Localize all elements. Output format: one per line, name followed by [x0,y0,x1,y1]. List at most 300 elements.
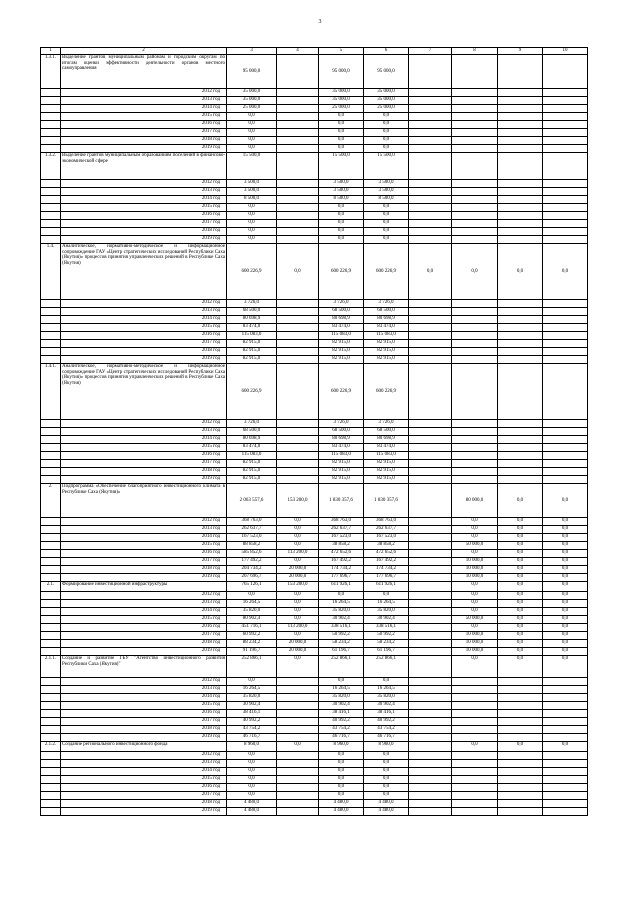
item-row [41,364,588,420]
value-cell [543,89,588,97]
value-cell [409,574,452,582]
value-cell [543,188,588,196]
value-cell: 15 500,0 [227,153,277,180]
value-cell [277,220,319,228]
year-row [41,792,588,800]
value-cell [543,702,588,710]
value-cell: 0,0 [364,792,409,800]
value-cell [409,616,452,624]
value-cell: 0,0 [277,526,319,534]
value-cell: 0,0 [364,592,409,600]
item-number: 2.1.1. [41,656,61,678]
header-cell: 4 [277,48,319,55]
value-cell [543,212,588,220]
value-cell [452,444,498,452]
year-row [41,632,588,640]
empty-cell [41,558,61,566]
value-cell [498,792,543,800]
value-cell: 0,0 [227,784,277,792]
value-cell: 0,0 [227,760,277,768]
value-cell [498,800,543,808]
value-cell: 35 000,0 [319,89,364,97]
value-cell: 153 200,0 [277,582,319,592]
value-cell: 38 858,2 [364,542,409,550]
value-cell: 25 000,0 [319,105,364,113]
value-cell: 61 196,7 [364,648,409,656]
value-cell: 3 500,0 [319,180,364,188]
year-label: 2017 год [61,340,227,348]
value-cell: 82 915,0 [364,356,409,364]
value-cell: 585 852,6 [227,550,277,558]
year-label: 2012 год [61,518,227,526]
value-cell [543,316,588,324]
value-cell: 115 083,0 [364,332,409,340]
value-cell: 30 902,4 [364,702,409,710]
value-cell [543,300,588,308]
value-cell: 167 523,0 [227,534,277,542]
empty-cell [41,316,61,324]
value-cell [277,105,319,113]
value-cell [543,444,588,452]
value-cell [498,332,543,340]
empty-cell [41,348,61,356]
item-row [41,153,588,180]
value-cell: 68 500,0 [364,428,409,436]
empty-cell [41,592,61,600]
value-cell: 83 474,0 [364,444,409,452]
value-cell [409,420,452,428]
empty-cell [41,726,61,734]
header-cell: 10 [543,48,588,55]
value-cell: 0,0 [452,742,498,752]
year-label: 2018 год [61,348,227,356]
value-cell: 82 915,0 [319,476,364,484]
value-cell: 167 492,2 [364,558,409,566]
value-cell [452,236,498,244]
value-cell [498,121,543,129]
empty-cell [41,752,61,760]
empty-cell [41,640,61,648]
value-cell: 174 734,2 [319,566,364,574]
year-row [41,137,588,145]
value-cell [498,300,543,308]
value-cell: 0,0 [498,484,543,518]
value-cell: 82 915,0 [227,348,277,356]
year-label: 2014 год [61,608,227,616]
value-cell [543,145,588,153]
value-cell [498,784,543,792]
value-cell: 368 763,0 [227,518,277,526]
value-cell: 0,0 [277,244,319,300]
year-row [41,348,588,356]
header-row [41,48,588,55]
value-cell [543,348,588,356]
value-cell [409,694,452,702]
empty-cell [41,566,61,574]
value-cell: 82 915,0 [227,460,277,468]
value-cell: 338 516,1 [319,624,364,632]
value-cell [277,444,319,452]
value-cell [409,558,452,566]
year-row [41,316,588,324]
value-cell: 30 902,4 [319,616,364,624]
value-cell [452,121,498,129]
value-cell: 0,0 [227,678,277,686]
value-cell: 0,0 [319,752,364,760]
year-row [41,694,588,702]
value-cell: 88 234,2 [227,640,277,648]
value-cell: 10 000,0 [452,566,498,574]
value-cell: 0,0 [543,550,588,558]
value-cell [409,718,452,726]
value-cell: 68 500,0 [319,308,364,316]
value-cell: 600 226,9 [227,364,277,420]
value-cell: 0,0 [543,542,588,550]
value-cell: 177 696,7 [364,574,409,582]
value-cell: 0,0 [227,236,277,244]
year-label: 2012 год [61,592,227,600]
value-cell [543,356,588,364]
empty-cell [41,686,61,694]
value-cell [543,476,588,484]
value-cell: 167 492,2 [319,558,364,566]
value-cell [452,718,498,726]
value-cell: 82 915,0 [364,348,409,356]
value-cell [543,129,588,137]
value-cell: 115 083,0 [319,332,364,340]
value-cell [409,526,452,534]
value-cell [452,55,498,89]
value-cell: 0,0 [498,550,543,558]
value-cell [452,678,498,686]
value-cell: 82 915,0 [227,476,277,484]
empty-cell [41,574,61,582]
value-cell [498,726,543,734]
value-cell: 0,0 [452,624,498,632]
empty-cell [41,768,61,776]
empty-cell [41,476,61,484]
value-cell: 0,0 [319,145,364,153]
value-cell [409,196,452,204]
year-row [41,600,588,608]
value-cell: 0,0 [498,526,543,534]
value-cell: 252 866,1 [319,656,364,678]
value-cell [543,726,588,734]
value-cell: 0,0 [543,582,588,592]
year-label: 2019 год [61,648,227,656]
value-cell: 0,0 [364,768,409,776]
value-cell [543,364,588,420]
item-number: 1.4. [41,244,61,300]
value-cell: 115 083,0 [364,452,409,460]
year-row [41,228,588,236]
value-cell [277,300,319,308]
value-cell: 0,0 [498,542,543,550]
value-cell: 207 696,7 [227,574,277,582]
value-cell: 15 500,0 [319,153,364,180]
value-cell: 0,0 [543,640,588,648]
year-row [41,800,588,808]
value-cell [498,356,543,364]
value-cell: 0,0 [319,129,364,137]
value-cell: 0,0 [319,113,364,121]
value-cell [498,137,543,145]
value-cell: 95 000,0 [364,55,409,89]
value-cell: 0,0 [543,566,588,574]
value-cell [452,228,498,236]
value-cell [452,694,498,702]
year-row [41,686,588,694]
value-cell [409,153,452,180]
value-cell: 0,0 [319,121,364,129]
value-cell: 451 716,1 [227,624,277,632]
value-cell [452,113,498,121]
value-cell [409,752,452,760]
value-cell: 472 652,6 [364,550,409,558]
value-cell [452,768,498,776]
value-cell [452,808,498,816]
value-cell: 80 902,4 [227,616,277,624]
value-cell [277,678,319,686]
year-row [41,436,588,444]
item-title: Выделение грантов муниципальным районам и городским округам по итогам оценки эффективности деятельности органов местного самоуправления [61,55,227,89]
value-cell: 35 000,0 [319,97,364,105]
empty-cell [41,113,61,121]
value-cell: 46 716,7 [364,734,409,742]
value-cell: 80 000,0 [452,484,498,518]
value-cell: 10 000,0 [452,640,498,648]
value-cell [409,624,452,632]
year-label: 2013 год [61,188,227,196]
year-label: 2019 год [61,236,227,244]
year-row [41,608,588,616]
year-label: 2013 год [61,600,227,608]
value-cell: 0,0 [227,145,277,153]
value-cell [452,460,498,468]
value-cell [543,694,588,702]
empty-cell [41,694,61,702]
value-cell: 0,0 [543,534,588,542]
value-cell [452,340,498,348]
year-row [41,113,588,121]
value-cell: 0,0 [277,742,319,752]
value-cell: 0,0 [498,742,543,752]
value-cell: 0,0 [227,228,277,236]
value-cell [277,726,319,734]
year-row [41,566,588,574]
empty-cell [41,220,61,228]
value-cell [277,137,319,145]
value-cell: 0,0 [319,137,364,145]
value-cell [277,420,319,428]
value-cell: 0,0 [364,220,409,228]
value-cell: 0,0 [227,220,277,228]
value-cell: 68 500,0 [319,428,364,436]
value-cell [409,542,452,550]
value-cell [409,204,452,212]
value-cell: 40 992,2 [364,718,409,726]
empty-cell [41,648,61,656]
value-cell: 0,0 [364,776,409,784]
value-cell: 177 696,7 [319,574,364,582]
value-cell [498,324,543,332]
value-cell [409,678,452,686]
year-row [41,105,588,113]
value-cell: 82 915,0 [364,460,409,468]
value-cell [409,364,452,420]
year-row [41,616,588,624]
value-cell [409,760,452,768]
value-cell: 0,0 [409,244,452,300]
year-row [41,526,588,534]
value-cell [543,792,588,800]
year-label: 2014 год [61,534,227,542]
value-cell: 60 992,2 [227,632,277,640]
year-row [41,196,588,204]
empty-cell [41,550,61,558]
value-cell [452,420,498,428]
year-label: 2015 год [61,113,227,121]
value-cell: 0,0 [319,792,364,800]
value-cell [277,332,319,340]
value-cell [498,364,543,420]
value-cell: 58 234,2 [364,640,409,648]
value-cell: 0,0 [498,592,543,600]
value-cell [277,55,319,89]
year-row [41,444,588,452]
year-label: 2017 год [61,460,227,468]
value-cell: 0,0 [319,678,364,686]
year-label: 2013 год [61,760,227,768]
value-cell [543,236,588,244]
year-row [41,518,588,526]
value-cell: 0,0 [227,212,277,220]
year-label: 2019 год [61,734,227,742]
value-cell: 0,0 [277,592,319,600]
year-row [41,204,588,212]
value-cell: 35 000,0 [227,97,277,105]
value-cell [452,734,498,742]
value-cell [498,340,543,348]
value-cell: 0,0 [498,648,543,656]
value-cell: 115 083,0 [227,452,277,460]
value-cell [409,324,452,332]
item-number: 2.1. [41,582,61,592]
value-cell [498,236,543,244]
value-cell [409,468,452,476]
value-cell: 80 698,9 [319,316,364,324]
value-cell [498,220,543,228]
value-cell [543,776,588,784]
empty-cell [41,800,61,808]
value-cell: 10 000,0 [452,632,498,640]
value-cell [409,129,452,137]
value-cell: 38 858,2 [319,542,364,550]
value-cell [277,808,319,816]
value-cell: 35 820,0 [364,608,409,616]
value-cell [277,718,319,726]
value-cell [543,324,588,332]
value-cell: 80 698,9 [227,436,277,444]
year-label: 2012 год [61,752,227,760]
value-cell [452,702,498,710]
year-row [41,550,588,558]
empty-cell [41,518,61,526]
value-cell [409,632,452,640]
value-cell: 0,0 [364,784,409,792]
value-cell: 8 500,0 [319,196,364,204]
value-cell [498,308,543,316]
value-cell: 25 000,0 [227,105,277,113]
year-row [41,710,588,718]
empty-cell [41,542,61,550]
value-cell: 204 734,2 [227,566,277,574]
header-cell: 8 [452,48,498,55]
value-cell [498,89,543,97]
value-cell [498,760,543,768]
value-cell [498,113,543,121]
value-cell: 4 480,0 [319,808,364,816]
value-cell [498,228,543,236]
value-cell: 20 000,0 [277,574,319,582]
year-row [41,640,588,648]
value-cell: 0,0 [227,204,277,212]
empty-cell [41,300,61,308]
value-cell [277,760,319,768]
value-cell [498,444,543,452]
value-cell [277,204,319,212]
value-cell: 167 523,0 [364,534,409,542]
value-cell [277,476,319,484]
value-cell: 0,0 [543,592,588,600]
year-label: 2016 год [61,452,227,460]
value-cell: 0,0 [543,742,588,752]
value-cell: 0,0 [319,768,364,776]
value-cell [452,792,498,800]
value-cell [452,308,498,316]
value-cell [277,694,319,702]
value-cell: 35 000,0 [227,89,277,97]
value-cell [277,236,319,244]
value-cell [409,452,452,460]
value-cell [409,137,452,145]
value-cell: 8 960,0 [319,742,364,752]
value-cell: 8 500,0 [364,196,409,204]
value-cell: 0,0 [319,236,364,244]
value-cell [277,145,319,153]
empty-cell [41,452,61,460]
empty-cell [41,212,61,220]
value-cell [498,752,543,760]
year-row [41,752,588,760]
year-row [41,452,588,460]
empty-cell [41,678,61,686]
value-cell: 0,0 [227,113,277,121]
value-cell: 16 264,5 [364,600,409,608]
value-cell [277,340,319,348]
year-row [41,324,588,332]
value-cell: 113 200,0 [277,624,319,632]
empty-cell [41,784,61,792]
value-cell [277,734,319,742]
year-row [41,534,588,542]
item-title: Создание регионального инвестиционного фонда [61,742,227,752]
value-cell: 15 500,0 [364,153,409,180]
value-cell [498,452,543,460]
value-cell [452,800,498,808]
year-row [41,468,588,476]
year-row [41,734,588,742]
